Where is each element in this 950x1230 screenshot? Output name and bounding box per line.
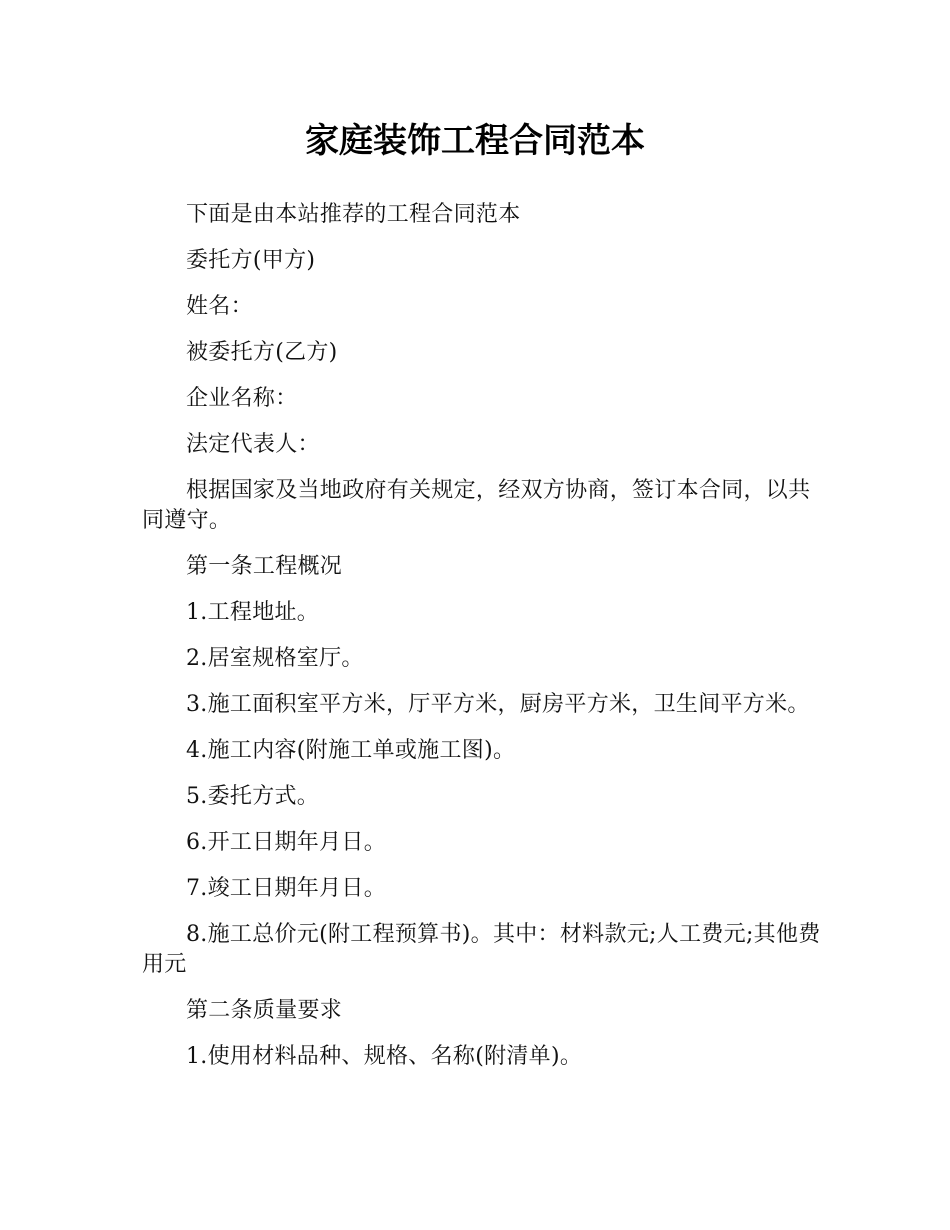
list-item: 5.委托方式。 <box>186 784 320 809</box>
document-body <box>142 200 822 1088</box>
list-item: 7.竣工日期年月日。 <box>186 876 386 901</box>
paragraph-legal-rep: 法定代表人： <box>186 432 320 457</box>
list-item: 4.施工内容(附施工单或施工图)。 <box>186 738 516 763</box>
paragraph-agreement: 根据国家及当地政府有关规定，经双方协商，签订本合同，以共同遵守。 <box>142 478 811 533</box>
section-heading-quality: 第二条质量要求 <box>186 998 343 1023</box>
list-item: 6.开工日期年月日。 <box>186 830 386 855</box>
paragraph-intro: 下面是由本站推荐的工程合同范本 <box>186 202 521 227</box>
list-item: 3.施工面积室平方米，厅平方米，厨房平方米，卫生间平方米。 <box>186 692 810 717</box>
list-item: 8.施工总价元(附工程预算书)。其中：材料款元;人工费元;其他费用元 <box>142 922 821 977</box>
paragraph-party-b: 被委托方(乙方) <box>186 340 338 365</box>
list-item: 1.工程地址。 <box>186 600 320 625</box>
paragraph-party-a: 委托方(甲方) <box>186 248 316 273</box>
document-title: 家庭装饰工程合同范本 <box>305 121 645 161</box>
paragraph-company-name: 企业名称： <box>186 386 298 411</box>
paragraph-name: 姓名： <box>186 294 253 319</box>
list-item: 1.使用材料品种、规格、名称(附清单)。 <box>186 1044 583 1069</box>
list-item: 2.居室规格室厅。 <box>186 646 364 671</box>
section-heading-overview: 第一条工程概况 <box>186 554 343 579</box>
